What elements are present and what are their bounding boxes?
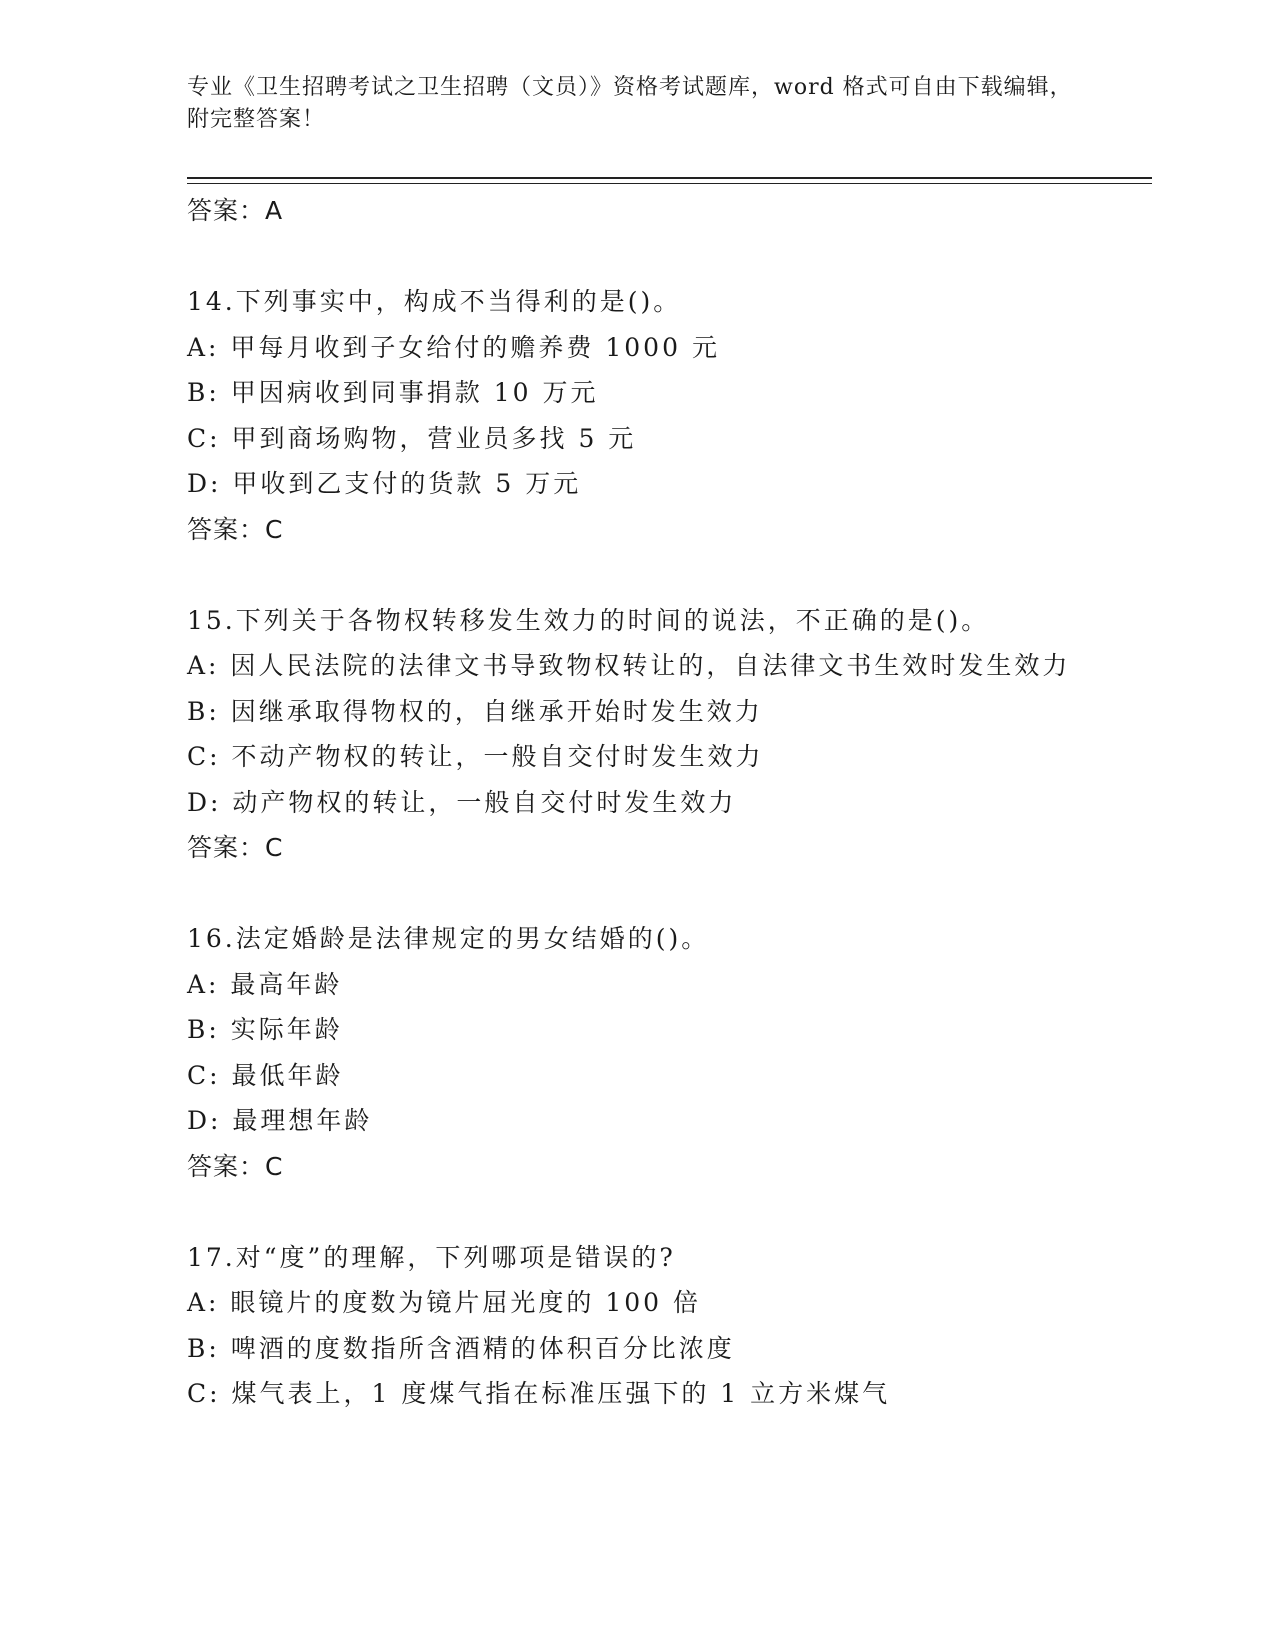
question-stem: 14.下列事实中，构成不当得利的是()。 — [187, 287, 682, 316]
question-14 — [187, 279, 1152, 552]
answer: 答案：C — [187, 514, 284, 544]
option-b: B: 甲因病收到同事捐款 10 万元 — [187, 378, 599, 407]
document-page — [187, 0, 1152, 1650]
answer: 答案：C — [187, 833, 284, 862]
question-16 — [187, 916, 1152, 1189]
page-header: 专业《卫生招聘考试之卫生招聘（文员）》资格考试题库，word 格式可自由下载编辑，附完整答案！ — [187, 75, 1073, 132]
option-b: B: 实际年龄 — [187, 1015, 343, 1044]
option-c: C: 甲到商场购物，营业员多找 5 元 — [187, 423, 637, 453]
option-a: A: 甲每月收到子女给付的赡养费 1000 元 — [187, 332, 720, 362]
option-d: D: 最理想年龄 — [187, 1106, 373, 1135]
answer-13: 答案：A — [187, 196, 284, 225]
question-17 — [187, 1235, 1152, 1417]
header-rule-secondary — [187, 183, 1152, 184]
option-d: D: 甲收到乙支付的货款 5 万元 — [187, 469, 582, 498]
option-c: C: 煤气表上，1 度煤气指在标准压强下的 1 立方米煤气 — [187, 1379, 891, 1408]
option-d: D: 动产物权的转让，一般自交付时发生效力 — [187, 787, 737, 817]
question-stem: 16.法定婚龄是法律规定的男女结婚的()。 — [187, 924, 710, 953]
question-15 — [187, 598, 1152, 871]
header-rule — [187, 177, 1152, 179]
answer: 答案：C — [187, 1151, 284, 1181]
option-c: C: 最低年龄 — [187, 1060, 344, 1090]
option-b: B: 啤酒的度数指所含酒精的体积百分比浓度 — [187, 1333, 735, 1363]
question-stem: 17.对“度”的理解，下列哪项是错误的? — [187, 1242, 676, 1272]
question-list — [187, 188, 1152, 1417]
option-a: A: 眼镜片的度数为镜片屈光度的 100 倍 — [187, 1288, 702, 1317]
option-b: B: 因继承取得物权的，自继承开始时发生效力 — [187, 696, 763, 726]
option-a: A: 因人民法院的法律文书导致物权转让的，自法律文书生效时发生效力 — [187, 651, 1071, 680]
option-a: A: 最高年龄 — [187, 969, 343, 999]
option-c: C: 不动产物权的转让，一般自交付时发生效力 — [187, 742, 764, 771]
question-stem: 15.下列关于各物权转移发生效力的时间的说法，不正确的是()。 — [187, 605, 990, 635]
